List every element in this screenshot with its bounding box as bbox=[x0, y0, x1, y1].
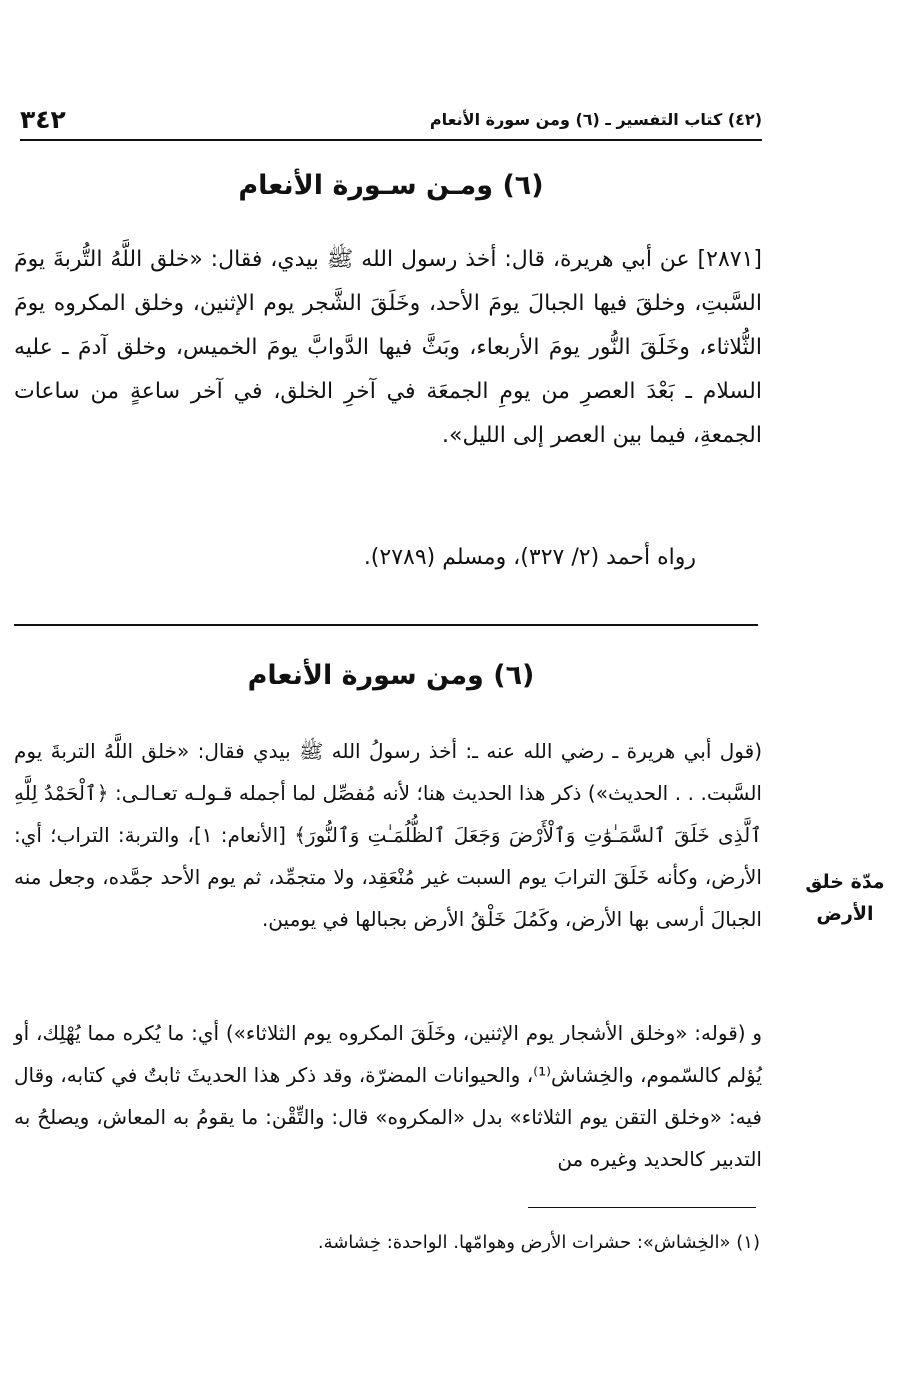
margin-note: مدّة خلق الأرض bbox=[805, 871, 885, 925]
commentary-section-title: (٦) ومن سورة الأنعام bbox=[247, 660, 535, 691]
footnote: (١) «الخِشاش»: حشرات الأرض وهوامّها. الواحدة: خِشاشة. bbox=[317, 1232, 760, 1253]
hadith-section-title: (٦) ومـن سـورة الأنعام bbox=[238, 170, 544, 201]
commentary-paragraph-2: و (قوله: «وخلق الأشجار يوم الإثنين، وخَلَقَ المكروه يوم الثلاثاء») أي: ما يُكره مما يُهْلِك، أو يُؤلم كالسّموم، والخِشاش⁽¹⁾، والحيوانات المضرّة، وقد ذكر هذا الحديثَ ثابتٌ في كتابه، وقال فيه: «وخلق التقن يوم الثلاثاء» بدل «المكروه» قال: والتِّقْن: ما يقومُ به المعاش، ويصلحُ به التدبير كالحديد وغيره من bbox=[14, 1021, 762, 1171]
hadith-source: رواه أحمد (٢/ ٣٢٧)، ومسلم (٢٧٨٩). bbox=[363, 545, 696, 570]
page-number: ٣٤٢ bbox=[20, 104, 66, 134]
section-divider bbox=[14, 624, 758, 626]
commentary-paragraph-1: (قول أبي هريرة ـ رضي الله عنه ـ: أخذ رسولُ الله ﷺ بيدي فقال: «خلق اللَّهُ التربةَ يوم السَّبت. . . الحديث») ذكر هذا الحديث هنا؛ لأنه مُفصِّل لما أجمله قـولـه تعـالـى: ﴿ٱلْحَمْدُ لِلَّهِ ٱلَّذِى خَلَقَ ٱلسَّمَـٰوَٰتِ وَٱلْأَرْضَ وَجَعَلَ ٱلظُّلُمَـٰتِ وَٱلنُّورَ﴾ [الأنعام: ١]، والتربة: التراب؛ أي: الأرض، وكأنه خَلَقَ الترابَ يوم السبت غير مُنْعَقِد، ولا متجمِّد، ثم يوم الأحد جمَّده، وجعل منه الجبالَ أرسى بها الأرض، وكَمُلَ خَلْقُ الأرض بجبالها في يومين. bbox=[14, 739, 762, 931]
running-title: (٤٢) كتاب التفسير ـ (٦) ومن سورة الأنعام bbox=[429, 109, 762, 129]
running-header bbox=[20, 103, 762, 135]
hadith-text: [٢٨٧١] عن أبي هريرة، قال: أخذ رسول الله ﷺ بيدي، فقال: «خلق اللَّهُ التُّربةَ يومَ السَّبتِ، وخلقَ فيها الجبالَ يومَ الأحد، وخَلَقَ الشَّجر يوم الإثنين، وخلق المكروه يومَ الثُّلاثاء، وخَلَقَ النُّور يومَ الأربعاء، وبَثَّ فيها الدَّوابَّ يومَ الخميس، وخلق آدمَ ـ عليه السلام ـ بَعْدَ العصرِ من يومِ الجمعَة في آخرِ الخلق، في آخر ساعةٍ من ساعات الجمعةِ، فيما بين العصر إلى الليل». bbox=[14, 247, 762, 448]
footnote-rule bbox=[528, 1207, 756, 1208]
header-rule bbox=[20, 139, 762, 141]
